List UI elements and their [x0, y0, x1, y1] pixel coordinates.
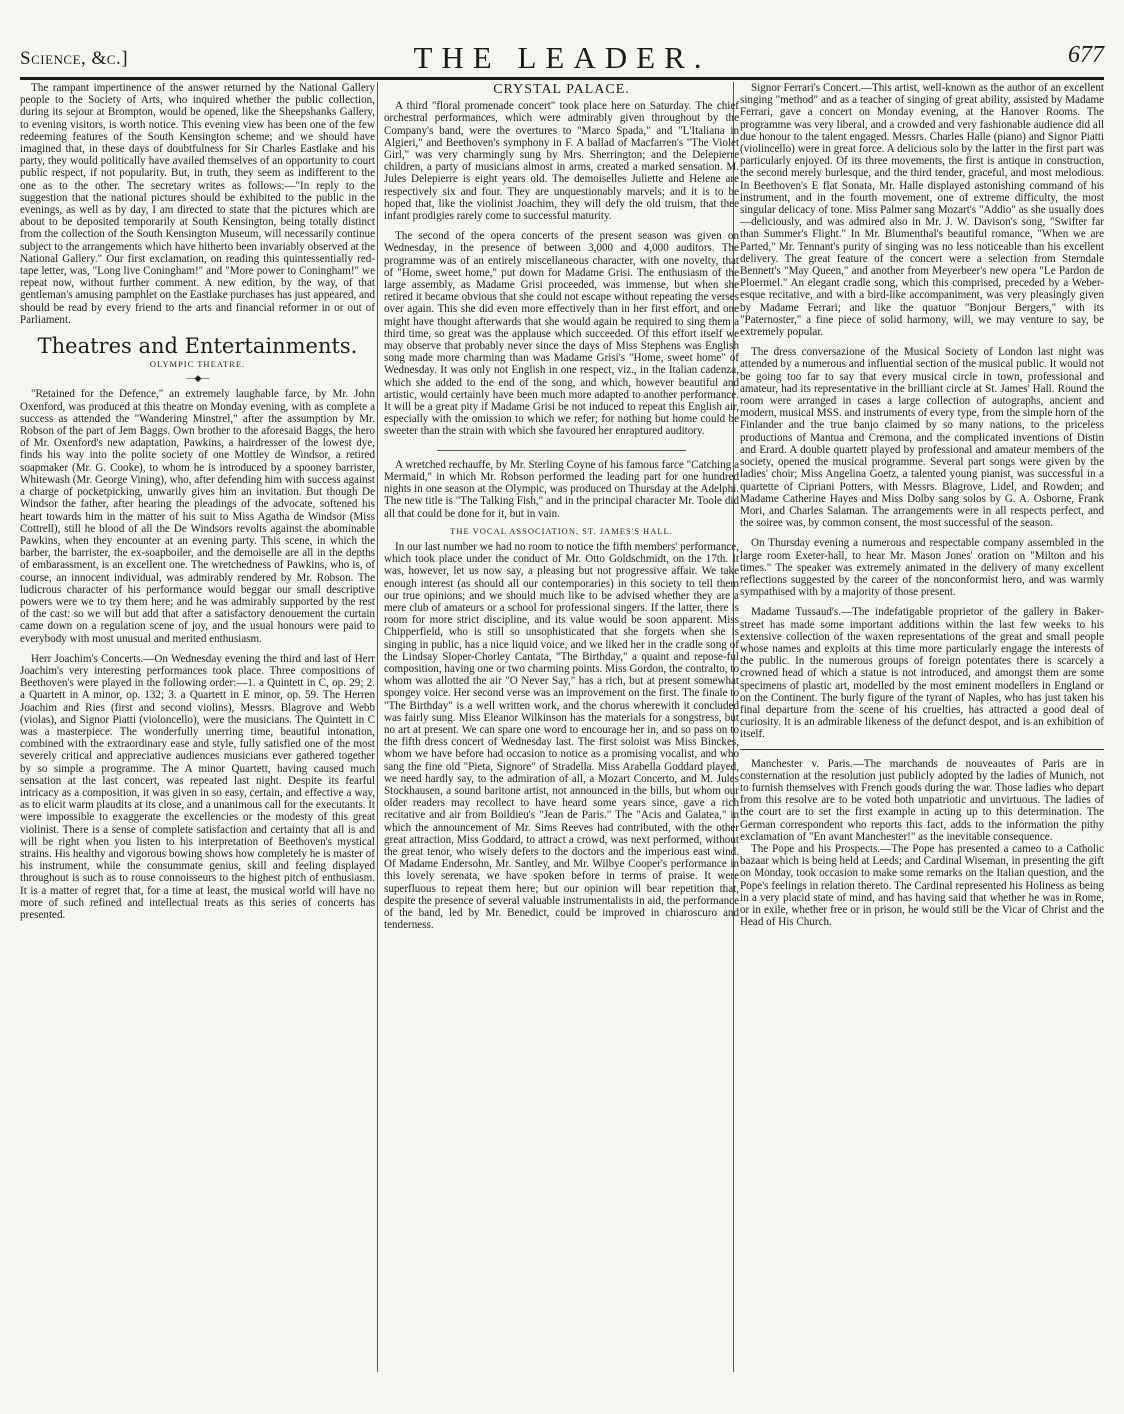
- header-rule: [20, 77, 1104, 80]
- article-exeter-hall: On Thursday evening a numerous and respectable company assembled in the large room Exeter-hall, to hear Mr. Mason Jones' oration on "Milton and his times." The speaker was extremely animated in the delivery of many excellent reflections suggested by the career of the nonconformist hero, and was warmly sympathised with by a majority of those present.: [740, 537, 1104, 599]
- olympic-heading: OLYMPIC THEATRE.: [149, 359, 246, 370]
- article-vocal-association: In our last number we had no room to notice the fifth members' performance, which took place under the conduct of Mr. Otto Goldschmidt, on the 17th. It was, however, let us now say, a pleasing but not progressive affair. We take enough interest (as should all our contemporaries) in this society to tell them our true opinions; and we should much like to be advised whether they are a mere club of amateurs or a school for professional singers. If the latter, there is room for more strict discipline, and its value would be soon apparent. Miss Chipperfield, who is still so unsophisticated that she forgets when she is singing in public, has a nice liquid voice, and we liked her in the cradle song of the Lindsay Sloper-Chorley Cantata, "The Birthday," a quaint and repose-ful composition, having one or two charming points. Miss Gordon, the contralto, to whom was allotted the air "O Never Say," has a rich, but at present somewhat spongey voice. Her second verse was an improvement on the first. The finale to "The Birthday" is a well written work, and the chorus wherewith it concluded was fairly sung. Miss Eleanor Wilkinson has the materials for a songstress, but no art at present. We can spare one word to encourage her in, and so pass on to the fifth dress concert of Wednesday last. The first soloist was Miss Binckes, whom we have before had occasion to notice as a promising vocalist, and who sang the fine old "Pieta, Signore" of Stradella. Miss Arabella Goddard played, we need hardly say, to the admiration of all, a Mozart Concerto, and M. Jules Stockhausen, a sound baritone artist, not announced in the bills, but whom our older readers may recollect to have heard some years since, gave a rich recitative and air from Boildieu's "Jean de Paris." The "Acis and Galatea," in which the announcement of Mr. Sims Reeves had contributed, with the other great attraction, Miss Goddard, to attract a crowd, was next performed, without the great tenor, who wisely defers to the doctors and the imperious east wind. Of Madame Endersohn, Mr. Santley, and Mr. Wilbye Cooper's performance in this lovely serenata, we have spoken before in terms of praise. It were superfluous to repeat them here; but our opinion will bear repetition that, despite the presence of several valuable instrumentalists in aid, the performance of the band, led by Mr. Benedict, could be improved in chiaroscuro and tenderness.: [384, 540, 739, 932]
- article-pope-prospects: The Pope and his Prospects.—The Pope has presented a cameo to a Catholic bazaar which is being held at Leeds; and Cardinal Wiseman, in presenting the gift on Monday, took occasion to make some remarks on the Italian question, and the Pope's feelings in relation thereto. The Cardinal represented his Holiness as being in a very placid state of mind, and has having said that whether he was in Rome, or in exile, whether free or in prison, he would still be the Vicar of Christ and the Head of His Church.: [740, 842, 1104, 929]
- article-olympic-review: "Retained for the Defence," an extremely laughable farce, by Mr. John Oxenford, was produced at this theatre on Monday evening, with as complete a success as attended the "Wandering Minstrel," after the assumption by Mr. Robson of the part of Jem Baggs. Own brother to the aforesaid Baggs, the hero of Mr. Oxenford's new adaptation, Pawkins, a hairdresser of the lowest dye, finds his way into the polite society of one Mottley de Windsor, a retired soapmaker (Mr. G. Cooke), to whom he is introduced by a spooney barrister, Whitewash (Mr. George Vining), who, after defending him with success against a charge of pocketpicking, unwarily gives him an invitation. But though De Windsor the father, after hearing the pleadings of the advocate, softened his heart towards him in the matter of his suit to Miss Agatha de Windsor (Miss Cottrell), still he blood of all the De Windsors revolts against the abominable Pawkins, when they encounter at an evening party. This scene, in which the barber, the barrister, the ex-soapboiler, and the demoiselle are all in the depths of embarassment, is an excellent one. The wretchedness of Pawkins, who is, of course, an innocent individual, was admirably rendered by Mr. Robson. The ludicrous character of his performance would beggar our small descriptive powers were we to try them here; and he was admirably supported by the rest of the cast: so we will but add that after a satisfactory denouement the curtain came down on a regulation scene of joy, and the usual honours were paid to everybody with most unusual and merited enthusiasm.: [20, 388, 375, 645]
- page-number: 677: [1068, 42, 1104, 68]
- column-divider: [377, 82, 378, 1372]
- vocal-association-heading: THE VOCAL ASSOCIATION, ST. JAMES'S HALL.: [450, 525, 673, 536]
- divider: [437, 450, 686, 451]
- article-national-gallery: The rampant impertinence of the answer returned by the National Gallery people to the Society of Arts, who inquired whether the public collection, during its sejour at Brompton, would be opened, like the Sheepshanks Gallery, to evening visitors, is worth notice. This evening view has been one of the few redeeming features of the South Kensington scheme; and we should have imagined that, in these days of doubtfulness for Sir Charles Eastlake and his party, they would politically have availed themselves of an opportunity to court public respect, if not popularity. But, in truth, they seem as indifferent to the one as to the other. The secretary writes as follows:—"In reply to the suggestion that the national pictures should be exhibited to the public in the evenings, as well as by day, I am directed to state that the pictures which are about to be deposited temporarily at South Kensington, being totally distinct from the collection of the South Kensington Museum, will necessarily continue subject to the arrangements which have hitherto been invariably observed at the National Gallery." Our first exclamation, on reading this quintessentially red-tape letter, was, "Long live Coningham!" and "More power to Coningham!" we repeat now, without further comment. A new edition, by the way, of that gentleman's amusing pamphlet on the Eastlake purchases has just appeared, and should be read by every friend to the arts and financial reformer in or out of Parliament.: [20, 82, 375, 326]
- article-joachim-concerts: Herr Joachim's Concerts.—On Wednesday evening the third and last of Herr Joachim's very interesting performances took place. Three compositions of Beethoven's were played in the following order:—1. a Quintett in C, op. 29; 2. a Quartett in A minor, op. 132; 3. a Quartett in E minor, op. 59. The Herren Joachim and Ries (first and second violins), Messrs. Blagrove and Webb (violas), and Signor Piatti (violoncello), were the musicians. The Quintett in C was a masterpiece. The wonderfully unerring time, beautiful intonation, combined with the extraordinary ease and style, fully satisfied one of the most severely critical and appreciative audiences musicians ever gathered together by so simple a programme. The A minor Quartett, having caused much sensation at the last concert, was repeated last night. Despite its fearful intricacy as a composition, it was given in so easy, certain, and effective a way, as to elicit warm plaudits at its close, and a unanimous call for the executants. It were impossible to exaggerate the excellencies or the modesty of this great violinist. There is a sense of complete satisfaction and certainty that all is and will be right when you listen to his interpretation of Beethoven's mystical strains. His healthy and vigorous bowing shows how completely he is master of his instrument, while the consummate genius, skill and feeling displayed throughout is such as to rouse connoisseurs to the highest pitch of enthusiasm. It is a matter of regret that, for a time at least, the musical world will have no more of such refined and intellectual treats as this series of concerts has presented.: [20, 652, 375, 921]
- article-adelphi: A wretched rechauffe, by Mr. Sterling Coyne of his famous farce "Catching a Mermaid," in which Mr. Robson performed the leading part for one hundred nights in one season at the Olympic, was produced on Thursday at the Adelphi. The new title is "The Talking Fish," and in the principal character Mr. Toole did all that could be done for it, but in vain.: [384, 458, 739, 520]
- divider: [740, 749, 1104, 750]
- column-3: [740, 82, 1104, 1382]
- newspaper-title: THE LEADER.: [413, 40, 711, 75]
- article-ferrari-concert: Signor Ferrari's Concert.—This artist, well-known as the author of an excellent singing "method" and as a teacher of singing of great ability, assisted by Madame Ferrari, gave a concert on Monday evening, at the Hanover Rooms. The programme was very liberal, and a crowded and very fashionable audience did all due honour to the talent engaged. Messrs. Charles Halle (piano) and Signor Piatti (violincello) were in great force. A delicious solo by the latter in the first part was particularly enjoyed. Of its three movements, the first is antique in construction, the second merely burlesque, and the third tender, graceful, and most melodious. In Beethoven's E flat Sonata, Mr. Halle displayed astonishing command of his instrument, and in the fourth movement, one of extreme difficulty, the most singular delicacy of tone. Miss Palmer sang Mozart's "Addio" as she usually does—deliciously, and was admired also in Mr. J. W. Davison's song, "Swifter far than Summer's Flight." In Mr. Blumenthal's beautiful romance, "When we are Parted," Mr. Tennant's purity of singing was no less noticeable than his excellent delivery. The great feature of the concert were a selection from Sterndale Bennett's "May Queen," and another from Meyerbeer's new opera "Le Pardon de Ploermel." An elegant cradle song, which this comprised, preceded by a Weber-esque recitative, and with a bird-like accompaniment, was very pleasingly given by Madame Ferrari; and like the quatuor "Bonjour Bergers," with its "Paternoster," a fine piece of solid harmony, will, we may venture to say, be extremely popular.: [740, 82, 1104, 339]
- page-header: [20, 40, 1104, 76]
- article-opera-concert: The second of the opera concerts of the present season was given on Wednesday, in the presence of between 3,000 and 4,000 auditors. The programme was of an entirely miscellaneous character, with one novelty, that of "Home, sweet home," put down for Madame Grisi. The enthusiasm of the large assembly, as Madame Grisi proceeded, was immense, but when she retired it became obvious that she could not escape without repeating the verses over again. This she did even more effectively than in her first effort, and one might have thought afterwards that she would again be required to sing them a third time, so great was the applause which succeeded. Of this effort itself we may observe that probably never since the days of Miss Stephens was English song made more charming than was Madame Grisi's "Home, sweet home" of Wednesday. It was only not English in one respect, viz., in the Italian cadenza, which she added to the end of the song, and which, however beautiful and artistic, would certainly have been much more adapted to another performance. It will be a great pity if Madame Grisi be not induced to repeat this English air, especially with the omission to which we refer; for nothing but home could be sweeter than the strain with which she favoured her enraptured auditory.: [384, 230, 739, 438]
- article-musical-society: The dress conversazione of the Musical Society of London last night was attended by a numerous and influential section of the musical public. It would not be going too far to say that every musical circle in town, professional and amateur, had its representative in the brilliant circle at St. James' Hall. Round the room were arranged in cases a large collection of autographs, ancient and modern, musical MSS. and instruments of every type, from the simple horn of the Finlander and the true banjo claimed by so many nations, to the priceless productions of Mantua and Cremona, and the complicated inventions of Distin and Erard. A double quartett played by professional and amateur members of the society, opened the musical programme. Several part songs were given by the ladies' choir; Miss Angelina Goetz, a talented young pianist, was successful in a quartette of Cipriani Potters, with Messrs. Blagrove, Lidel, and Rowden; and Madame Catherine Hayes and Miss Dolby sang solos by G. A. Osborne, Frank Mori, and Charles Salaman. The arrangements were in all respects perfect, and the soiree was, by common consent, the most successful of the season.: [740, 346, 1104, 530]
- crystal-palace-heading: CRYSTAL PALACE.: [493, 82, 630, 97]
- article-madame-tussaud: Madame Tussaud's.—The indefatigable proprietor of the gallery in Baker-street has made some important additions within the last few weeks to his extensive collection of the waxen representations of the great and small people whose names and exploits at this time more particularly engage the interests of the public. In the numerous groups of foreign potentates there is scarcely a crowned head of which a statue is not introduced, and amongst them are some specimens of plastic art, modelled by the most eminent modellers in England or on the Continent. The burly figure of the tyrant of Naples, who has just taken his final departure from the scene of his cruelties, has attracted a good deal of curiosity. It is an admirable likeness of the defunct despot, and is an exhibition of itself.: [740, 606, 1104, 741]
- ornament-divider: —◆—: [186, 373, 209, 384]
- article-manchester-paris: Manchester v. Paris.—The marchands de nouveautes of Paris are in consternation at the resolution just publicly adopted by the ladies of Munich, not to furnish themselves with French goods during the war. Those ladies who depart from this resolve are to be voted both unpatriotic and unvirtuous. The ladies of the court are to set the first example in acting up to this determination. The German correspondent who reports this fact, adds to the information the pithy exclamation of "En avant Manchester!" as the inevitable consequence.: [740, 757, 1104, 843]
- section-title: Theatres and Entertainments.: [37, 334, 358, 359]
- section-label: Science, &c.]: [20, 48, 129, 69]
- column-2: [384, 82, 739, 1382]
- column-1: [20, 82, 375, 1382]
- article-floral-concert: A third "floral promenade concert" took place here on Saturday. The chief orchestral performances, which were admirably given throughout by the Company's band, were the overtures to "Marco Spada," and "L'Italiana in Algieri," and Beethoven's symphony in F. A ballad of Macfarren's "The Violet Girl," was very charmingly sung by Mrs. Sherrington; and the Delepierre children, a party of musicians almost in arms, created a marked sensation. M. Jules Delepierre is eight years old. The demoiselles Juliette and Helene are respectively six and four. They are unquestionably marvels; and it is to be hoped that, like the violinist Joachim, they will defy the old truism, that thee infant prodigies rarely come to successful maturity.: [384, 100, 739, 223]
